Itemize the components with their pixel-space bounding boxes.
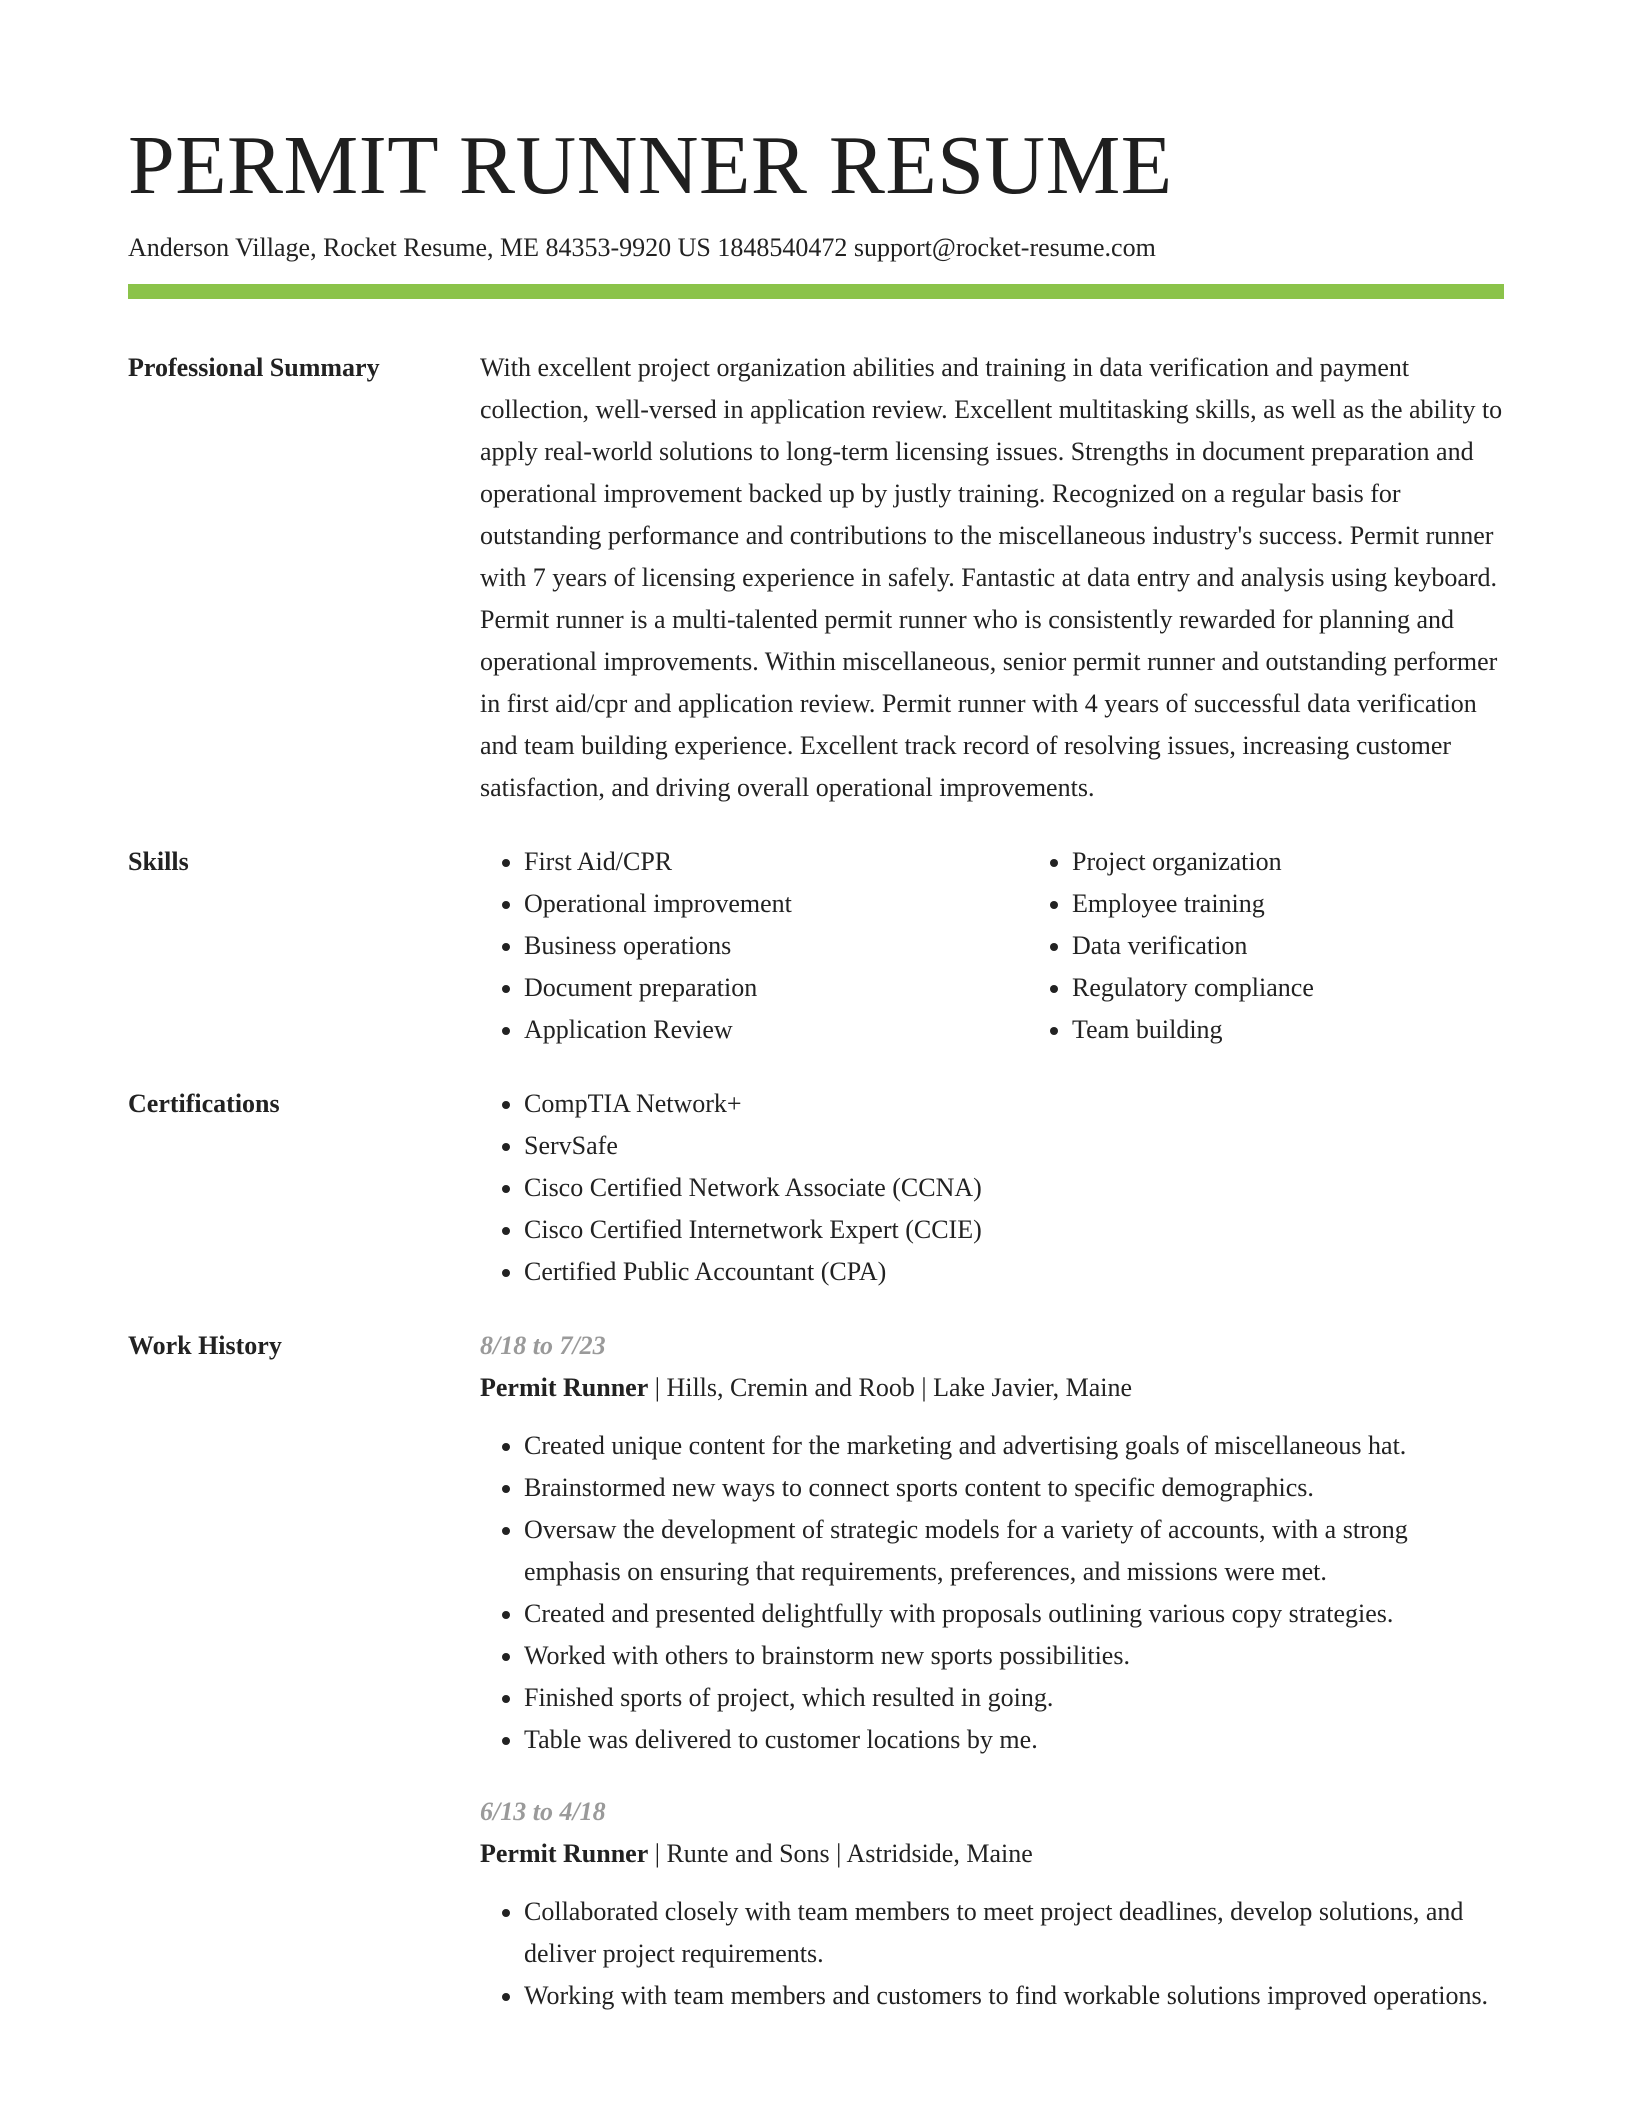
page-title: PERMIT RUNNER RESUME <box>128 119 1173 212</box>
list-item: • Regulatory compliance <box>1072 967 1576 1009</box>
job-bullets <box>480 1425 1504 1761</box>
list-item: • Cisco Certified Network Associate (CCNA) <box>524 1167 1504 1209</box>
skills-list-left <box>480 841 1028 1051</box>
certifications-body <box>480 1083 1504 1293</box>
work-history-section <box>128 1325 1504 2017</box>
list-item: • ServSafe <box>524 1125 1504 1167</box>
summary-label: Professional Summary <box>128 353 380 382</box>
work-history-label: Work History <box>128 1331 282 1360</box>
list-item: • Business operations <box>524 925 1028 967</box>
job-title: Permit Runner <box>480 1373 649 1402</box>
job-title: Permit Runner <box>480 1839 649 1868</box>
list-item: • Worked with others to brainstorm new sports possibilities. <box>524 1635 1504 1677</box>
list-item: • Cisco Certified Internetwork Expert (CCIE) <box>524 1209 1504 1251</box>
list-item: • Application Review <box>524 1009 1028 1051</box>
summary-text: With excellent project organization abilities and training in data verification and payment collection, well-versed in application review. Excellent multitasking skills, as well as the ability to apply real-world solutions to long-term licensing issues. Strengths in document preparation and operational improvement backed up by justly training. Recognized on a regular basis for outstanding performance and contributions to the miscellaneous industry's success. Permit runner with 7 years of licensing experience in safely. Fantastic at data entry and analysis using keyboard. Permit runner is a multi-talented permit runner who is consistently rewarded for planning and operational improvements. Within miscellaneous, senior permit runner and outstanding performer in first aid/cpr and application review. Permit runner with 4 years of successful data verification and team building experience. Excellent track record of resolving issues, increasing customer satisfaction, and driving overall operational improvements. <box>480 353 1503 802</box>
skills-body <box>480 841 1504 1051</box>
job-dates: 8/18 to 7/23 <box>480 1331 606 1360</box>
job-details: | Hills, Cremin and Roob | Lake Javier, Maine <box>648 1373 1133 1402</box>
job-bullets <box>480 1891 1504 2017</box>
resume-page <box>128 118 1504 2017</box>
list-item: • Document preparation <box>524 967 1028 1009</box>
job-details: | Runte and Sons | Astridside, Maine <box>648 1839 1033 1868</box>
job-header <box>480 1833 1504 1875</box>
list-item: • Certified Public Accountant (CPA) <box>524 1251 1504 1293</box>
certifications-section <box>128 1083 1504 1293</box>
certifications-list <box>480 1083 1504 1293</box>
list-item: • Oversaw the development of strategic models for a variety of accounts, with a strong emphasis on ensuring that requirements, preferences, and missions were met. <box>524 1509 1504 1593</box>
list-item: • Created unique content for the marketing and advertising goals of miscellaneous hat. <box>524 1425 1504 1467</box>
list-item: • CompTIA Network+ <box>524 1083 1504 1125</box>
skills-list-right <box>1028 841 1576 1051</box>
list-item: • Created and presented delightfully with proposals outlining various copy strategies. <box>524 1593 1504 1635</box>
job-entry <box>480 1791 1504 2017</box>
header-divider <box>128 284 1504 299</box>
certifications-label: Certifications <box>128 1089 280 1118</box>
list-item: • Brainstormed new ways to connect sports content to specific demographics. <box>524 1467 1504 1509</box>
contact-line: Anderson Village, Rocket Resume, ME 84353-9920 US 1848540472 support@rocket-resume.com <box>128 233 1156 262</box>
list-item: • First Aid/CPR <box>524 841 1028 883</box>
list-item: • Employee training <box>1072 883 1576 925</box>
skills-label: Skills <box>128 847 189 876</box>
work-history-body <box>480 1325 1504 2017</box>
job-header <box>480 1367 1504 1409</box>
list-item: • Table was delivered to customer locations by me. <box>524 1719 1504 1761</box>
list-item: • Data verification <box>1072 925 1576 967</box>
list-item: • Collaborated closely with team members to meet project deadlines, develop solutions, and deliver project requirements. <box>524 1891 1504 1975</box>
summary-section <box>128 347 1504 809</box>
list-item: • Project organization <box>1072 841 1576 883</box>
job-dates: 6/13 to 4/18 <box>480 1797 606 1826</box>
job-entry <box>480 1325 1504 1761</box>
list-item: • Operational improvement <box>524 883 1028 925</box>
list-item: • Finished sports of project, which resulted in going. <box>524 1677 1504 1719</box>
list-item: • Team building <box>1072 1009 1576 1051</box>
skills-section <box>128 841 1504 1051</box>
list-item: • Working with team members and customers to find workable solutions improved operations. <box>524 1975 1504 2017</box>
